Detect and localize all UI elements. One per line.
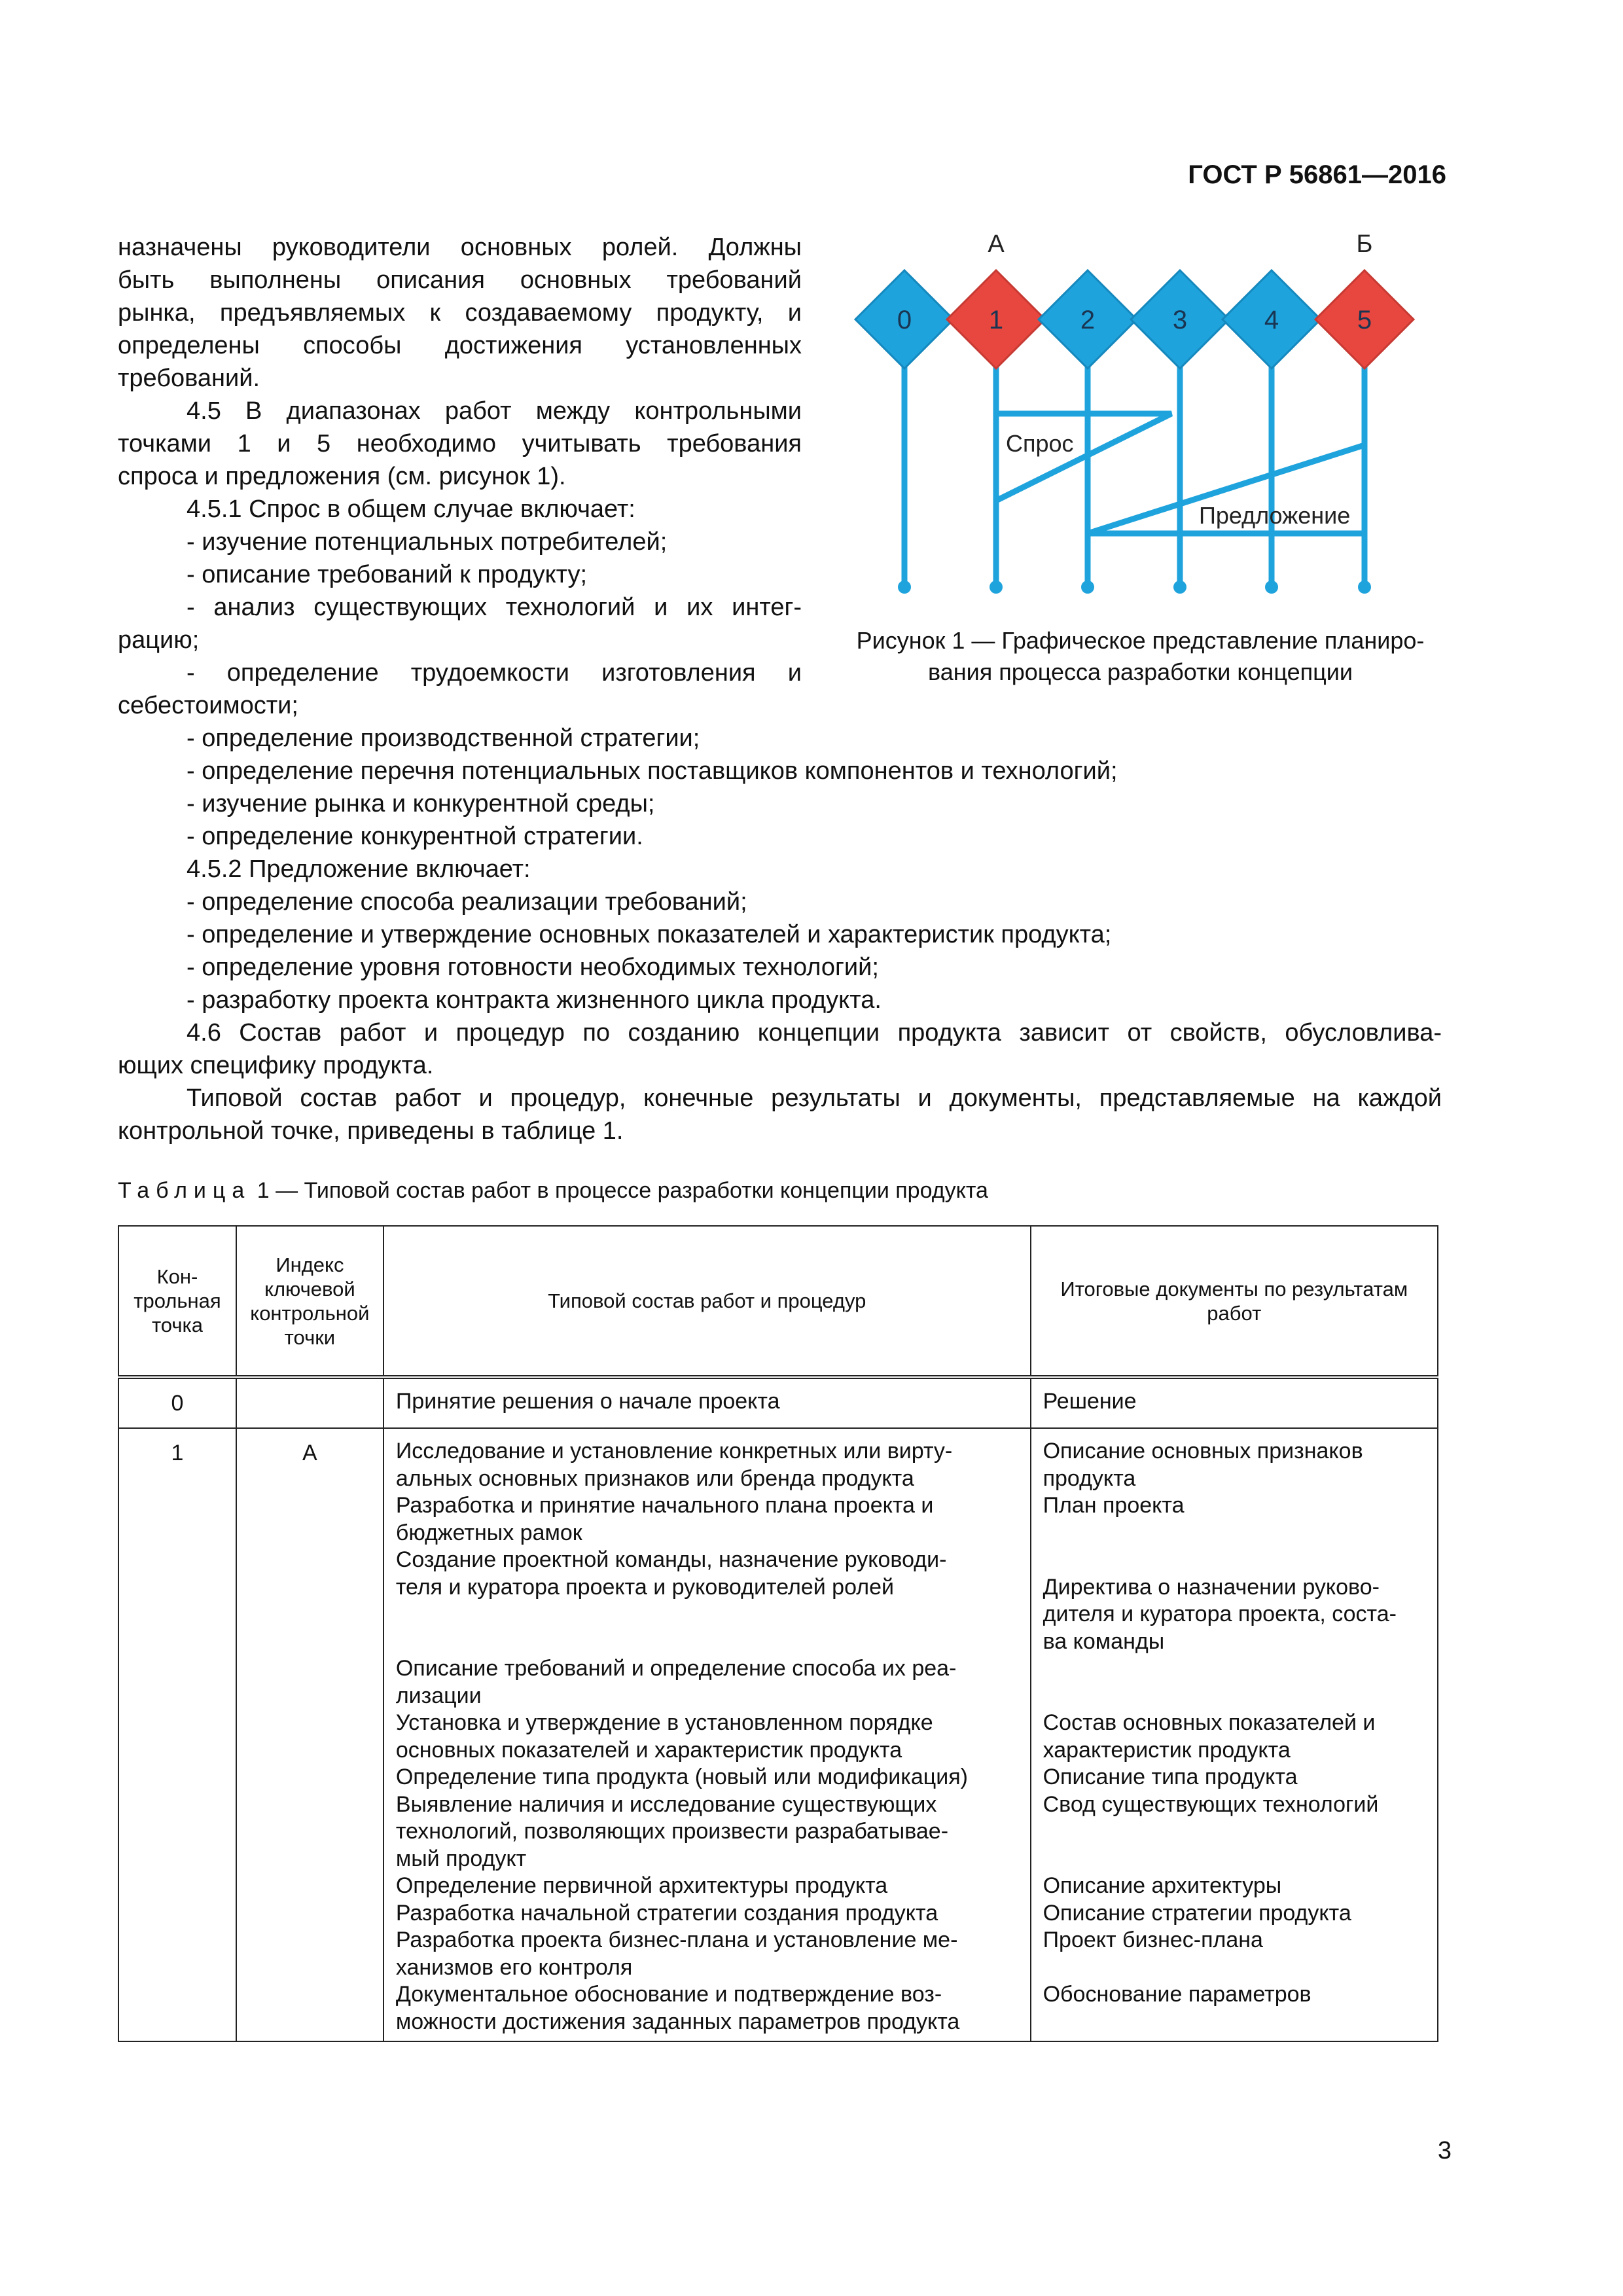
supply-item-4: - разработку проекта контракта жизненного цикла продукта. xyxy=(187,986,882,1014)
para-4-5-line-2: точками 1 и 5 необходимо учитывать требования xyxy=(118,430,802,457)
para-4-6-line-1: 4.6 Состав работ и процедур по созданию концепции продукта зависит от свойств, обусловлива- xyxy=(187,1019,1442,1047)
demand-wedge xyxy=(996,414,1171,501)
document-code: ГОСТ Р 56861—2016 xyxy=(1188,160,1446,189)
row1-index: А xyxy=(236,1428,383,2041)
row1-doc-line: Проект бизнес-плана xyxy=(1043,1928,1263,1952)
header-key-index xyxy=(236,1226,383,1377)
demand-item-3b: рацию; xyxy=(118,626,200,654)
row1-doc-line: План проекта xyxy=(1043,1493,1185,1518)
para-4-5-1-title: 4.5.1 Спрос в общем случае включает: xyxy=(187,495,635,523)
row1-work-line: лизации xyxy=(395,1683,482,1708)
row0-doc: Решение xyxy=(1031,1377,1438,1428)
para-4-5-line-1: 4.5 В диапазонах работ между контрольными xyxy=(187,397,802,425)
header-point-line-2: трольная xyxy=(134,1289,221,1312)
row1-doc-line xyxy=(1043,1846,1431,1873)
control-point-number: 0 xyxy=(897,306,912,334)
demand-item-5: - определение производственной стратегии; xyxy=(187,725,700,752)
row1-work-line: Описание требований и определение способа их реа- xyxy=(395,1656,957,1681)
demand-item-4a: - определение трудоемкости изготовления и xyxy=(187,659,802,687)
row1-work-line: Создание проектной команды, назначение руководи- xyxy=(395,1547,947,1572)
table-caption-prefix: Таблица xyxy=(118,1178,251,1203)
row1-doc-line: Свод существующих технологий xyxy=(1043,1791,1379,1817)
demand-item-1: - изучение потенциальных потребителей; xyxy=(187,528,668,556)
figure-endpoints xyxy=(898,581,1371,594)
figure-lines xyxy=(904,353,1364,586)
para-4-7-line-2: контрольной точке, приведены в таблице 1. xyxy=(118,1117,624,1145)
row1-work-line: Установка и утверждение в установленном порядке xyxy=(395,1710,933,1735)
demand-item-3a: - анализ существующих технологий и их интег- xyxy=(187,594,802,621)
control-point-number: 1 xyxy=(988,306,1004,334)
row1-doc-line: Описание архитектуры xyxy=(1043,1873,1282,1898)
header-index-line-2: ключевой xyxy=(264,1277,355,1300)
label-a: А xyxy=(988,230,1005,258)
row1-doc-line xyxy=(1043,1547,1431,1574)
demand-item-8: - определение конкурентной стратегии. xyxy=(187,823,643,850)
figure-caption-line-1: Рисунок 1 — Графическое представление планиро- xyxy=(856,627,1425,654)
row1-work-line: Разработка и принятие начального плана проекта и xyxy=(395,1493,934,1518)
row1-point: 1 xyxy=(118,1428,236,2041)
row1-work-line xyxy=(396,1628,1024,1656)
supply-label: Предложение xyxy=(1199,502,1351,529)
row1-work-line: можности достижения заданных параметров продукта xyxy=(395,2009,960,2034)
header-control-point xyxy=(118,1226,236,1377)
figure-caption-line-2: вания процесса разработки концепции xyxy=(927,658,1353,685)
row1-doc-line: продукта xyxy=(1043,1465,1136,1491)
row1-work-line: Определение первичной архитектуры продукта xyxy=(395,1873,888,1898)
row1-doc-line: Директива о назначении руково- xyxy=(1043,1574,1380,1600)
row1-work-line: Исследование и установление конкретных или вирту- xyxy=(395,1439,953,1463)
supply-item-1: - определение способа реализации требований; xyxy=(187,888,747,916)
header-index-line-4: точки xyxy=(284,1325,336,1349)
works-table xyxy=(118,1225,1438,2042)
table-row xyxy=(118,1428,1438,2041)
para-4-7-line-1: Типовой состав работ и процедур, конечные результаты и документы, представляемые на каждой xyxy=(187,1085,1442,1112)
intro-line-2: быть выполнены описания основных требований xyxy=(118,266,802,294)
demand-item-7: - изучение рынка и конкурентной среды; xyxy=(187,790,655,817)
row1-work-line: основных показателей и характеристик продукта xyxy=(395,1737,902,1763)
header-index-line-1: Индекс xyxy=(276,1253,344,1276)
demand-label: Спрос xyxy=(1006,430,1074,457)
row1-doc-line xyxy=(1043,1520,1431,1547)
row1-doc-line: Описание основных признаков xyxy=(1043,1439,1363,1463)
supply-item-2: - определение и утверждение основных показателей и характеристик продукта; xyxy=(187,921,1112,948)
intro-line-3: рынка, предъявляемых к создаваемому продукту, и xyxy=(118,299,802,327)
row1-work-line: технологий, позволяющих произвести разрабатывае- xyxy=(395,1819,949,1844)
table-row xyxy=(118,1377,1438,1428)
header-works: Типовой состав работ и процедур xyxy=(383,1226,1031,1377)
control-point-number: 4 xyxy=(1264,306,1279,334)
row1-doc-line: Обоснование параметров xyxy=(1043,1982,1311,2007)
header-docs-line-2: работ xyxy=(1207,1301,1262,1325)
supply-item-3: - определение уровня готовности необходимых технологий; xyxy=(187,954,879,981)
row1-work-line: ханизмов его контроля xyxy=(395,1954,633,1980)
table-caption-text: 1 — Типовой состав работ в процессе разработки концепции продукта xyxy=(251,1178,988,1203)
page-number: 3 xyxy=(1437,2137,1452,2164)
para-4-5-line-3: спроса и предложения (см. рисунок 1). xyxy=(118,463,566,490)
intro-line-4: определены способы достижения установленных xyxy=(118,332,802,359)
row1-work-line: Документальное обоснование и подтверждение воз- xyxy=(395,1982,942,2007)
planning-figure xyxy=(0,0,1623,655)
table-header-row xyxy=(118,1226,1438,1377)
label-b: Б xyxy=(1356,230,1373,258)
row1-doc-line: дителя и куратора проекта, соста- xyxy=(1043,1602,1397,1626)
row0-point: 0 xyxy=(118,1377,236,1428)
row1-doc-line: ва команды xyxy=(1043,1628,1165,1654)
row1-work-line: мый продукт xyxy=(395,1846,527,1871)
row1-doc-line: Состав основных показателей и xyxy=(1043,1710,1376,1735)
row1-work xyxy=(383,1428,1031,2041)
header-index-line-3: контрольной xyxy=(250,1301,370,1325)
row1-work-line: Разработка начальной стратегии создания продукта xyxy=(395,1900,938,1926)
intro-line-5: требований. xyxy=(118,365,260,392)
figure-caption xyxy=(825,625,1456,688)
row1-work-line: теля и куратора проекта и руководителей ролей xyxy=(395,1574,894,1600)
header-point-line-1: Кон- xyxy=(156,1265,198,1288)
row1-doc-line: характеристик продукта xyxy=(1043,1737,1291,1763)
control-point-number: 5 xyxy=(1357,306,1372,334)
row1-work-line: бюджетных рамок xyxy=(395,1520,582,1545)
para-4-5-2-title: 4.5.2 Предложение включает: xyxy=(187,855,531,883)
control-point-number: 2 xyxy=(1080,306,1096,334)
row1-work-line xyxy=(396,1601,1024,1628)
header-point-line-3: точка xyxy=(151,1314,203,1336)
row1-work-line: Выявление наличия и исследование существующих xyxy=(395,1791,937,1817)
demand-item-2: - описание требований к продукту; xyxy=(187,561,588,588)
row0-work: Принятие решения о начале проекта xyxy=(383,1377,1031,1428)
row1-work-line: Определение типа продукта (новый или модификация) xyxy=(395,1765,968,1789)
row1-doc-line xyxy=(1043,1818,1431,1846)
row1-doc-line xyxy=(1043,1655,1431,1683)
row1-doc-line xyxy=(1043,1954,1431,1982)
row1-doc-line: Описание типа продукта xyxy=(1043,1765,1298,1789)
row0-index xyxy=(236,1377,383,1428)
row1-doc-line xyxy=(1043,1683,1431,1710)
header-documents xyxy=(1031,1226,1438,1377)
table-caption xyxy=(118,1178,988,1204)
intro-line-1: назначены руководители основных ролей. Должны xyxy=(118,234,802,261)
control-point-number: 3 xyxy=(1172,306,1188,334)
control-point-nodes xyxy=(855,270,1414,368)
row1-work-line: Разработка проекта бизнес-плана и установление ме- xyxy=(395,1928,958,1952)
header-docs-line-1: Итоговые документы по результатам xyxy=(1060,1277,1408,1300)
row1-doc xyxy=(1031,1428,1438,2041)
para-4-6-line-2: ющих специфику продукта. xyxy=(118,1052,434,1079)
row1-work-line: альных основных признаков или бренда продукта xyxy=(395,1465,914,1491)
demand-item-6: - определение перечня потенциальных поставщиков компонентов и технологий; xyxy=(187,757,1118,785)
demand-item-4b: себестоимости; xyxy=(118,692,298,719)
row1-doc-line: Описание стратегии продукта xyxy=(1043,1900,1351,1926)
